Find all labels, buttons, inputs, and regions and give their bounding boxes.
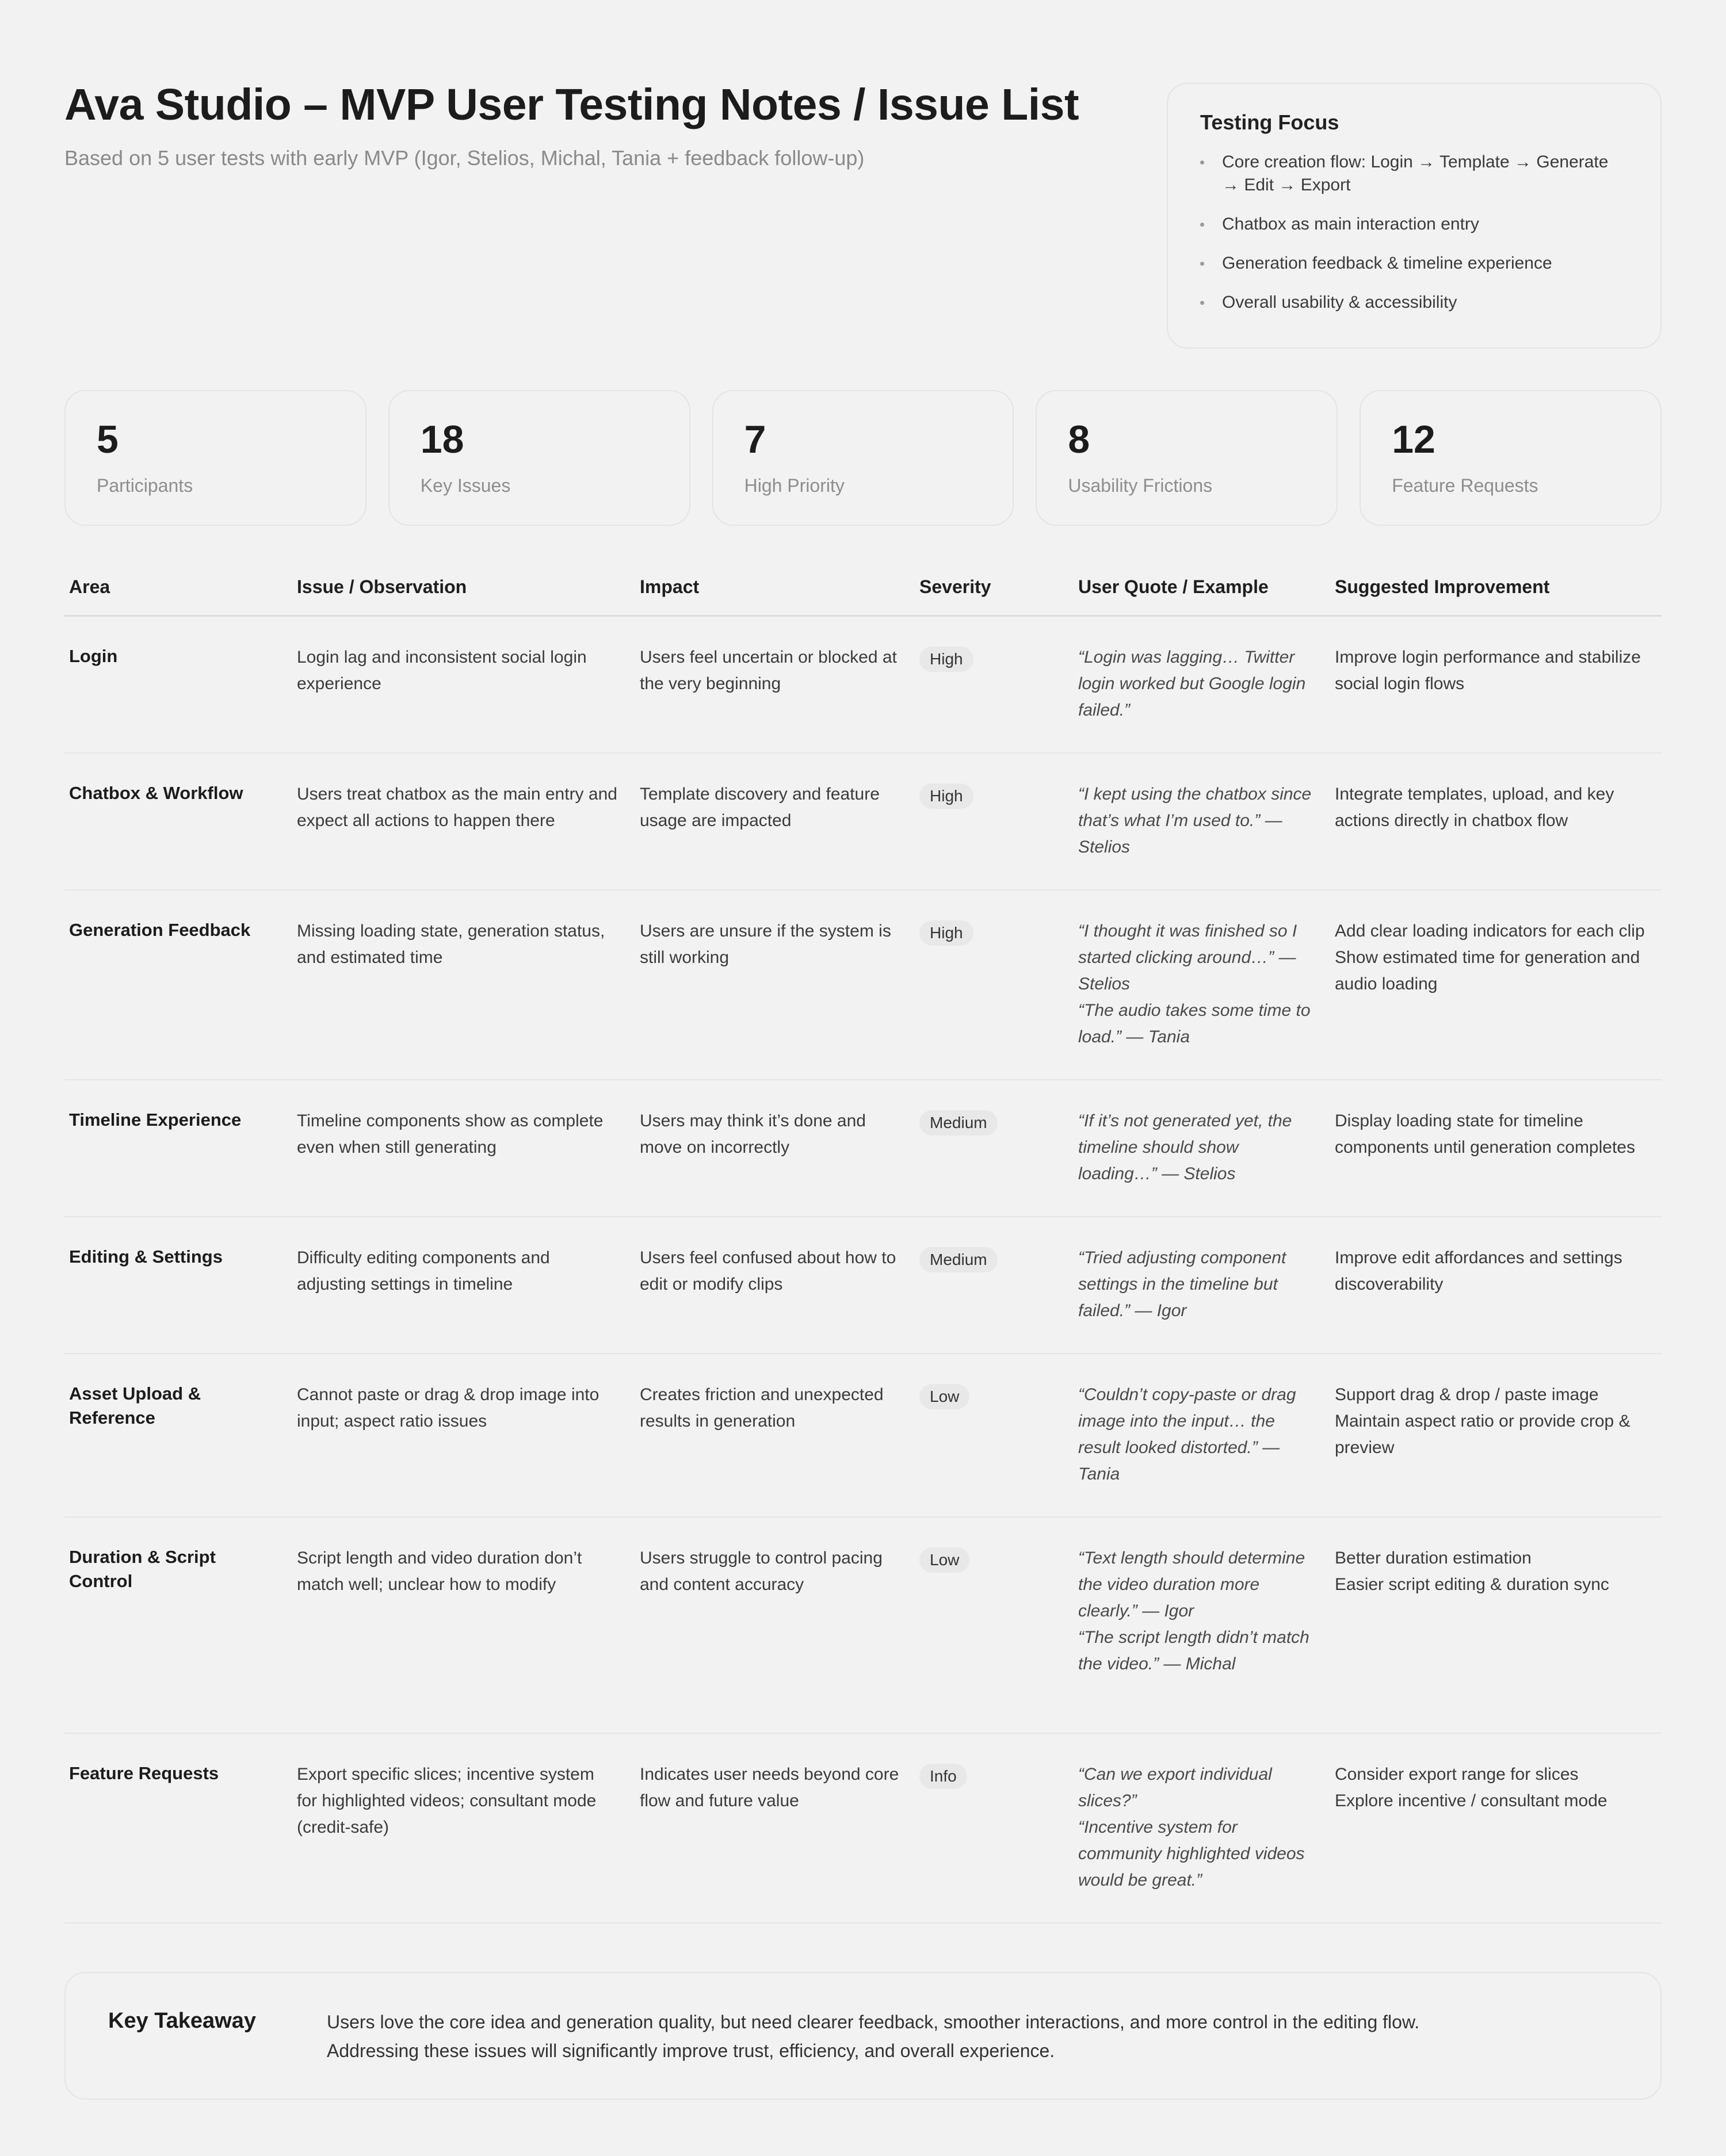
table-row (64, 1080, 1662, 1217)
row-area: Generation Feedback (69, 920, 251, 940)
row-quote: “I kept using the chatbox since that’s what I’m used to.” — Stelios (1078, 785, 1312, 857)
row-issue: Missing loading state, generation status, and estimated time (297, 922, 605, 967)
table-header (64, 569, 1662, 617)
row-suggestion: Display loading state for timeline components until generation completes (1335, 1111, 1635, 1157)
bullet-dot-icon (1200, 160, 1204, 165)
focus-item-text: Chatbox as main interaction entry (1222, 215, 1479, 234)
stat-label: Feature Requests (1392, 475, 1538, 496)
row-impact: Users feel uncertain or blocked at the very beginning (640, 648, 897, 693)
column-header-suggestion: Suggested Improvement (1335, 576, 1550, 597)
row-area: Asset Upload & Reference (69, 1383, 201, 1428)
severity-badge: Low (919, 1547, 969, 1573)
row-issue: Export specific slices; incentive system for highlighted videos; consultant mode (credit-safe) (297, 1765, 597, 1837)
stat-label: Key Issues (420, 475, 511, 496)
stat-value: 7 (744, 418, 766, 461)
row-area: Editing & Settings (69, 1247, 223, 1267)
bullet-dot-icon (1200, 301, 1204, 305)
row-suggestion: Consider export range for slices Explore incentive / consultant mode (1335, 1765, 1607, 1810)
stat-card-high-priority (712, 390, 1014, 526)
stat-value: 12 (1392, 418, 1435, 461)
severity-badge: High (919, 920, 973, 946)
focus-item (1200, 213, 1628, 236)
column-header-impact: Impact (640, 576, 700, 597)
row-quote: “Login was lagging… Twitter login worked but Google login failed.” (1078, 648, 1306, 720)
row-issue: Users treat chatbox as the main entry and expect all actions to happen there (297, 785, 617, 830)
bullet-dot-icon (1200, 223, 1204, 227)
testing-focus-list (1200, 151, 1628, 314)
row-impact: Creates friction and unexpected results in generation (640, 1385, 884, 1431)
column-header-area: Area (69, 576, 110, 597)
column-header-severity: Severity (919, 576, 991, 597)
row-impact: Users may think it’s done and move on incorrectly (640, 1111, 866, 1157)
severity-badge: High (919, 647, 973, 672)
row-area: Timeline Experience (69, 1110, 242, 1130)
severity-badge: Low (919, 1384, 969, 1409)
row-suggestion: Better duration estimation Easier script editing & duration sync (1335, 1549, 1609, 1594)
page (64, 0, 1662, 2156)
row-quote: “If it’s not generated yet, the timeline should show loading…” — Stelios (1078, 1111, 1292, 1183)
row-issue: Difficulty editing components and adjusting settings in timeline (297, 1248, 550, 1294)
stat-value: 18 (420, 418, 464, 461)
page-title: Ava Studio – MVP User Testing Notes / Issue List (64, 80, 1079, 129)
severity-badge: High (919, 783, 973, 809)
table-row (64, 1354, 1662, 1517)
row-issue: Timeline components show as complete even when still generating (297, 1111, 604, 1157)
row-impact: Template discovery and feature usage are impacted (640, 785, 880, 830)
stat-card-feature-requests (1360, 390, 1662, 526)
row-quote: “Couldn’t copy-paste or drag image into the input… the result looked distorted.” — Tania (1078, 1385, 1296, 1484)
severity-badge: Medium (919, 1247, 998, 1272)
row-issue: Login lag and inconsistent social login experience (297, 648, 587, 693)
row-quote: “Text length should determine the video duration more clearly.” — Igor “The script length didn’t match the video.” — Michal (1078, 1549, 1309, 1673)
testing-focus-title: Testing Focus (1200, 110, 1339, 134)
table-row (64, 754, 1662, 890)
issue-table (64, 569, 1662, 1924)
row-quote: “Can we export individual slices?” “Incentive system for community highlighted videos would be great.” (1078, 1765, 1305, 1890)
row-area: Feature Requests (69, 1763, 219, 1783)
stat-card-participants (64, 390, 366, 526)
row-suggestion: Improve edit affordances and settings discoverability (1335, 1248, 1622, 1294)
row-area: Duration & Script Control (69, 1547, 216, 1591)
row-quote: “I thought it was finished so I started clicking around…” — Stelios “The audio takes some time to load.” — Tania (1078, 922, 1311, 1046)
table-row (64, 617, 1662, 754)
table-row (64, 1734, 1662, 1924)
column-header-issue: Issue / Observation (297, 576, 467, 597)
key-takeaway-card (64, 1972, 1662, 2100)
row-impact: Users feel confused about how to edit or modify clips (640, 1248, 896, 1294)
focus-item (1200, 151, 1628, 197)
stat-card-key-issues (388, 390, 690, 526)
row-area: Login (69, 646, 118, 666)
row-issue: Script length and video duration don’t match well; unclear how to modify (297, 1549, 582, 1594)
row-impact: Users are unsure if the system is still working (640, 922, 891, 967)
row-suggestion: Integrate templates, upload, and key actions directly in chatbox flow (1335, 785, 1614, 830)
key-takeaway-title: Key Takeaway (108, 2009, 257, 2033)
row-quote: “Tried adjusting component settings in the timeline but failed.” — Igor (1078, 1248, 1286, 1320)
table-row (64, 1217, 1662, 1354)
table-row (64, 890, 1662, 1080)
stat-label: Participants (97, 475, 193, 496)
stat-value: 8 (1068, 418, 1090, 461)
testing-focus-card (1167, 83, 1662, 349)
focus-item (1200, 291, 1628, 314)
row-issue: Cannot paste or drag & drop image into input; aspect ratio issues (297, 1385, 599, 1431)
focus-item-text: Generation feedback & timeline experience (1222, 254, 1552, 273)
table-row (64, 1517, 1662, 1734)
bullet-dot-icon (1200, 262, 1204, 266)
stat-label: High Priority (744, 475, 845, 496)
severity-badge: Info (919, 1764, 967, 1789)
focus-item-text: Overall usability & accessibility (1222, 293, 1457, 312)
stat-label: Usability Frictions (1068, 475, 1213, 496)
row-suggestion: Add clear loading indicators for each clip Show estimated time for generation and audio loading (1335, 922, 1645, 993)
key-takeaway-text: Users love the core idea and generation quality, but need clearer feedback, smoother interactions, and more control in the editing flow. Addressing these issues will significantly improve trust, efficiency, and overall experience. (327, 2012, 1420, 2061)
focus-item-text: Core creation flow: Login → Template → Generate → Edit → Export (1222, 152, 1609, 194)
page-subtitle: Based on 5 user tests with early MVP (Igor, Stelios, Michal, Tania + feedback follow-up) (64, 146, 865, 170)
column-header-quote: User Quote / Example (1078, 576, 1269, 597)
row-suggestion: Support drag & drop / paste image Maintain aspect ratio or provide crop & preview (1335, 1385, 1630, 1457)
row-suggestion: Improve login performance and stabilize social login flows (1335, 648, 1641, 693)
stats-row (64, 390, 1662, 526)
severity-badge: Medium (919, 1110, 998, 1136)
stat-card-usability-frictions (1036, 390, 1338, 526)
row-impact: Indicates user needs beyond core flow and future value (640, 1765, 899, 1810)
focus-item (1200, 252, 1628, 275)
stat-value: 5 (97, 418, 119, 461)
row-area: Chatbox & Workflow (69, 783, 243, 803)
row-impact: Users struggle to control pacing and content accuracy (640, 1549, 883, 1594)
